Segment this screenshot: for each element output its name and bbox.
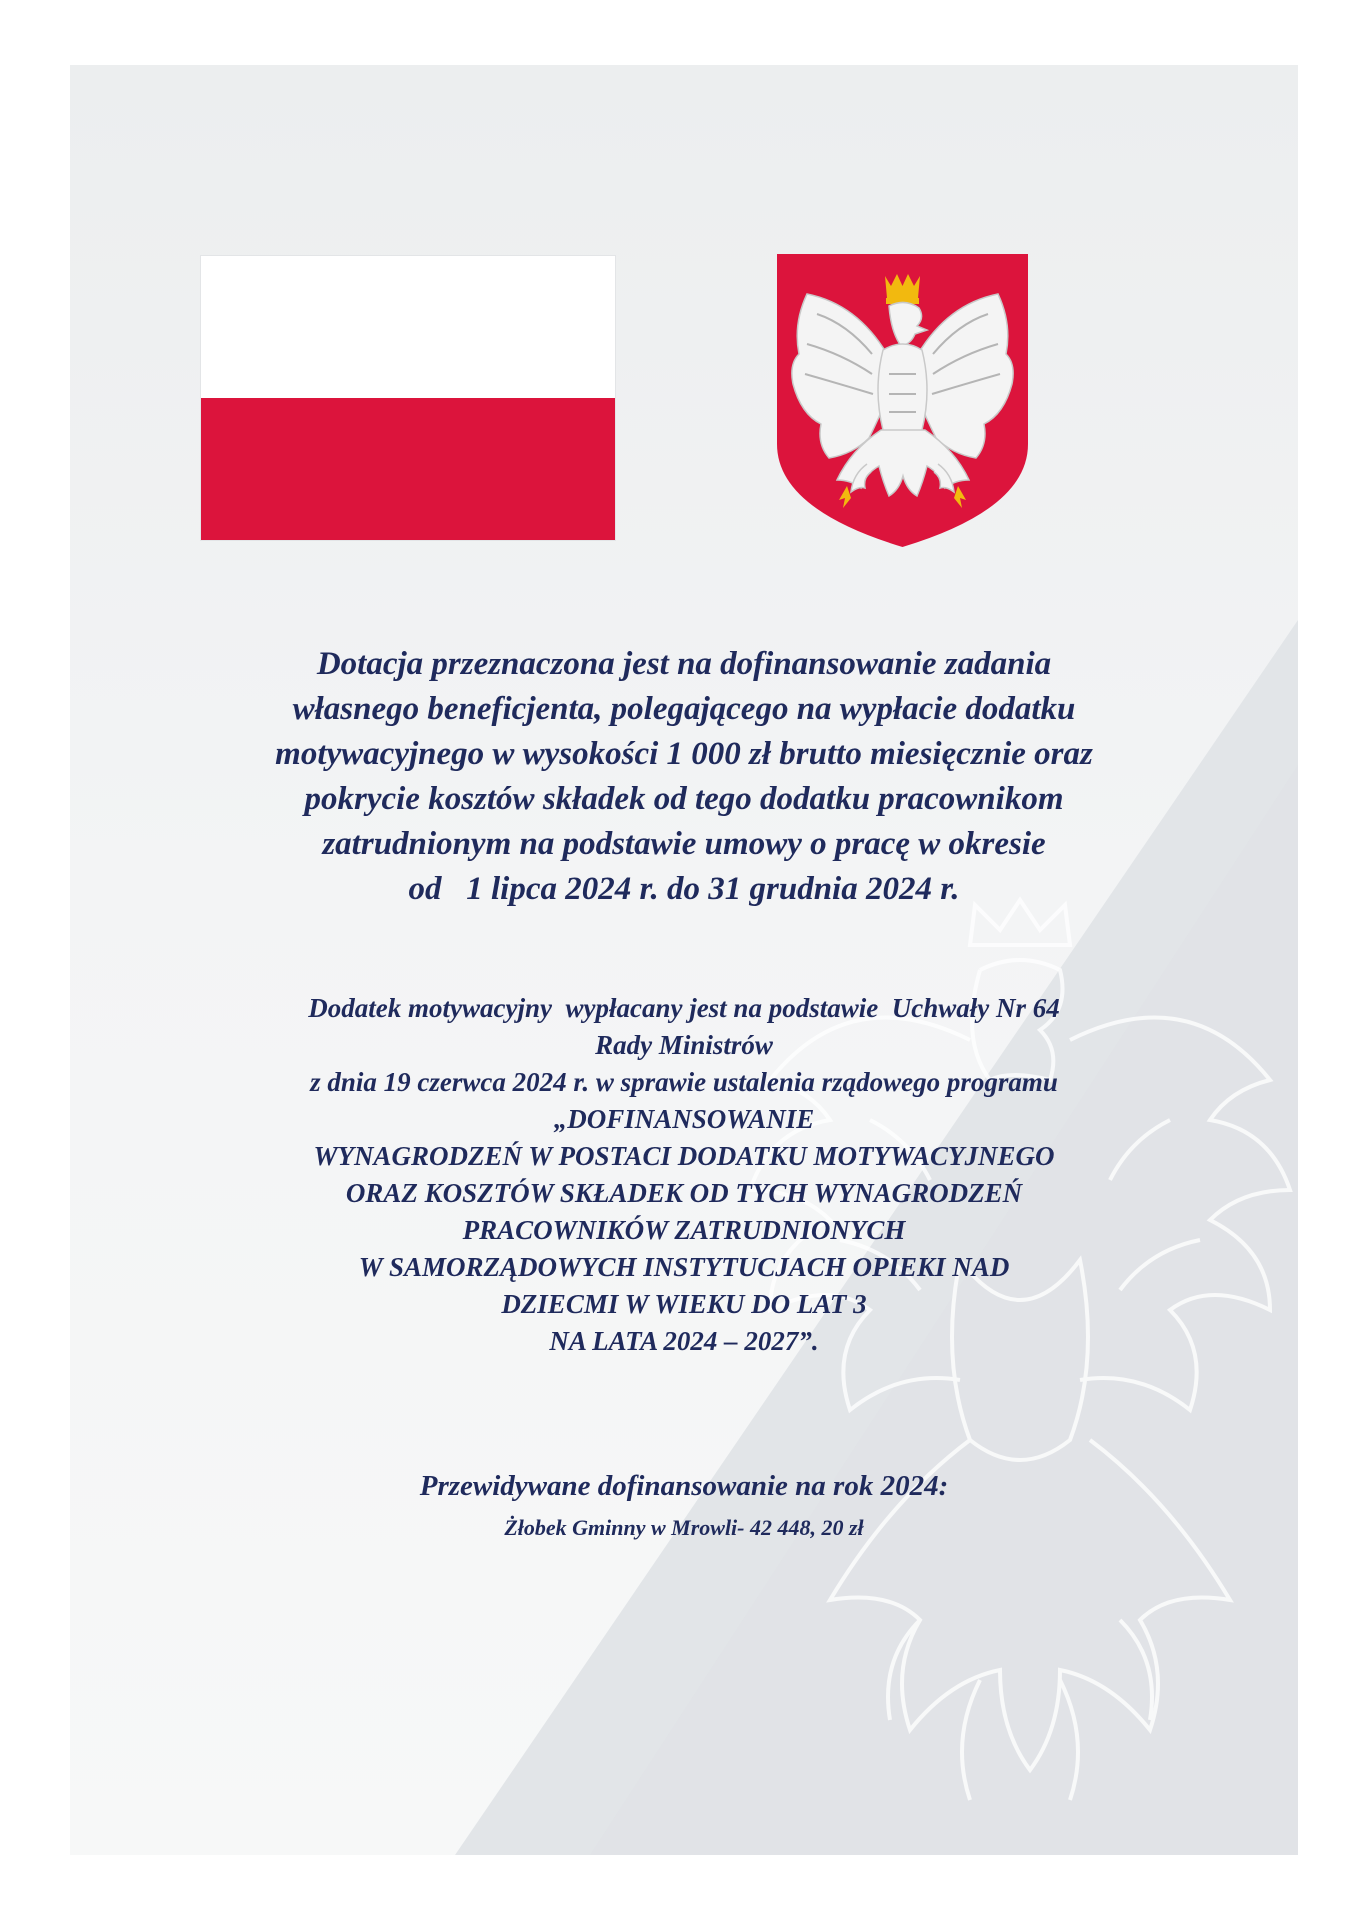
legal-basis-line: Rady Ministrów (595, 1030, 773, 1060)
main-paragraph-line: motywacyjnego w wysokości 1 000 zł brutto miesięcznie oraz (275, 736, 1093, 772)
legal-basis-line: PRACOWNIKÓW ZATRUDNIONYCH (462, 1215, 906, 1245)
legal-basis-line: Dodatek motywacyjny wypłacany jest na podstawie Uchwały Nr 64 (308, 993, 1060, 1023)
flag-red-stripe (201, 398, 615, 540)
main-paragraph-line: własnego beneficjenta, polegającego na wypłacie dodatku (292, 691, 1076, 727)
main-paragraph-line: Dotacja przeznaczona jest na dofinansowanie zadania (316, 646, 1052, 682)
main-paragraph (70, 642, 1298, 912)
legal-basis-line: WYNAGRODZEŃ W POSTACI DODATKU MOTYWACYJNEGO (313, 1141, 1055, 1171)
polish-eagle-coat-of-arms-icon (777, 254, 1028, 547)
legal-basis-line: ORAZ KOSZTÓW SKŁADEK OD TYCH WYNAGRODZEŃ (345, 1178, 1023, 1208)
polish-flag (201, 256, 615, 540)
legal-basis-line: W SAMORZĄDOWYCH INSTYTUCJACH OPIEKI NAD (358, 1252, 1010, 1282)
flag-white-stripe (201, 256, 615, 398)
legal-basis-line: NA LATA 2024 – 2027”. (549, 1326, 819, 1356)
legal-basis-paragraph (70, 990, 1298, 1360)
legal-basis-line: DZIECMI W WIEKU DO LAT 3 (501, 1289, 867, 1319)
funding-heading: Przewidywane dofinansowanie na rok 2024: (419, 1470, 949, 1502)
funding-detail: Żłobek Gminny w Mrowli- 42 448, 20 zł (504, 1515, 864, 1540)
legal-basis-line: „DOFINANSOWANIE (553, 1104, 815, 1134)
main-paragraph-line: zatrudnionym na podstawie umowy o pracę w okresie (322, 826, 1046, 862)
main-paragraph-line: pokrycie kosztów składek od tego dodatku pracownikom (304, 781, 1064, 817)
legal-basis-line: z dnia 19 czerwca 2024 r. w sprawie ustalenia rządowego programu (310, 1067, 1058, 1097)
main-paragraph-line: od 1 lipca 2024 r. do 31 grudnia 2024 r. (408, 871, 960, 907)
